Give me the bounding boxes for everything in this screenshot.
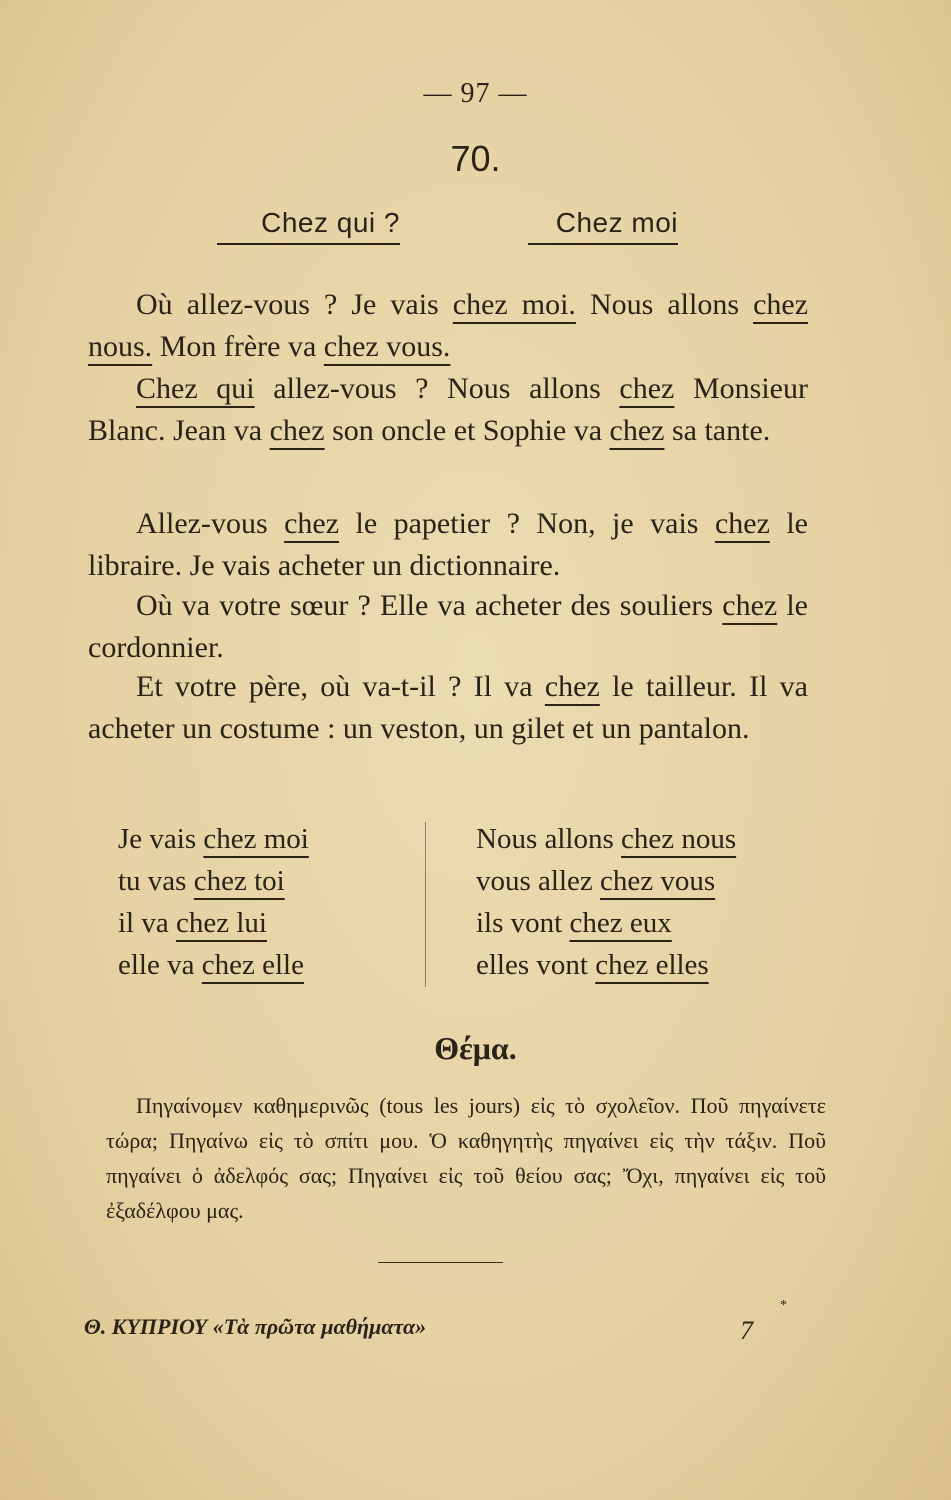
heading-chez-qui: Chez qui ? bbox=[217, 207, 400, 245]
conj-line: elle va chez elle bbox=[118, 949, 304, 981]
thema-title: Θέμα. bbox=[434, 1030, 517, 1066]
conj-line: Nous allons chez nous bbox=[476, 823, 737, 855]
page-number: — 97 — bbox=[423, 78, 528, 109]
column-divider bbox=[425, 822, 426, 987]
lesson-number: 70. bbox=[450, 138, 501, 179]
heading-chez-moi: Chez moi bbox=[528, 207, 678, 245]
printer-mark: * bbox=[780, 1298, 787, 1313]
conj-line: ils vont chez eux bbox=[476, 907, 672, 939]
conj-line: tu vas chez toi bbox=[118, 865, 285, 897]
conj-line: il va chez lui bbox=[118, 907, 267, 939]
footer-imprint: Θ. ΚΥΠΡΙΟΥ «Τὰ πρῶτα μαθήματα» bbox=[84, 1314, 427, 1339]
separator-rule bbox=[378, 1262, 503, 1263]
paragraph-2: Chez qui allez-vous ? Nous allons chez Monsieur Blanc. Jean va chez son oncle et Sophie va chez sa tante. bbox=[88, 372, 808, 447]
conj-line: vous allez chez vous bbox=[476, 865, 716, 897]
paragraph-1: Où allez-vous ? Je vais chez moi. Nous allons chez nous. Mon frère va chez vous. bbox=[88, 288, 809, 363]
paragraph-4: Où va votre sœur ? Elle va acheter des souliers chez le cordonnier. bbox=[88, 589, 808, 664]
conj-line: elles vont chez elles bbox=[476, 949, 709, 981]
paragraph-5: Et votre père, où va-t-il ? Il va chez le tailleur. Il va acheter un costume : un veston, un gilet et un pantalon. bbox=[88, 670, 808, 745]
thema-exercise-text: Πηγαίνομεν καθημερινῶς (tous les jours) εἰς τὸ σχολεῖον. Ποῦ πηγαίνετε τώρα; Πηγαίνω εἰς τὸ σπίτι μου. Ὁ καθηγητὴς πηγαίνει εἰς τὴν τάξιν. Ποῦ πηγαίνει ὁ ἀδελφός σας; Πηγαίνει εἰς τοῦ θείου σας; Ὄχι, πηγαίνει εἰς τοῦ ἐξαδέλφου μας. bbox=[106, 1093, 826, 1223]
conj-line: Je vais chez moi bbox=[118, 823, 309, 855]
conjugation-plural bbox=[476, 818, 736, 986]
signature-number: 7 bbox=[740, 1316, 753, 1345]
conjugation-singular bbox=[118, 818, 309, 986]
paragraph-3: Allez-vous chez le papetier ? Non, je vais chez le libraire. Je vais acheter un dictionnaire. bbox=[88, 507, 808, 582]
